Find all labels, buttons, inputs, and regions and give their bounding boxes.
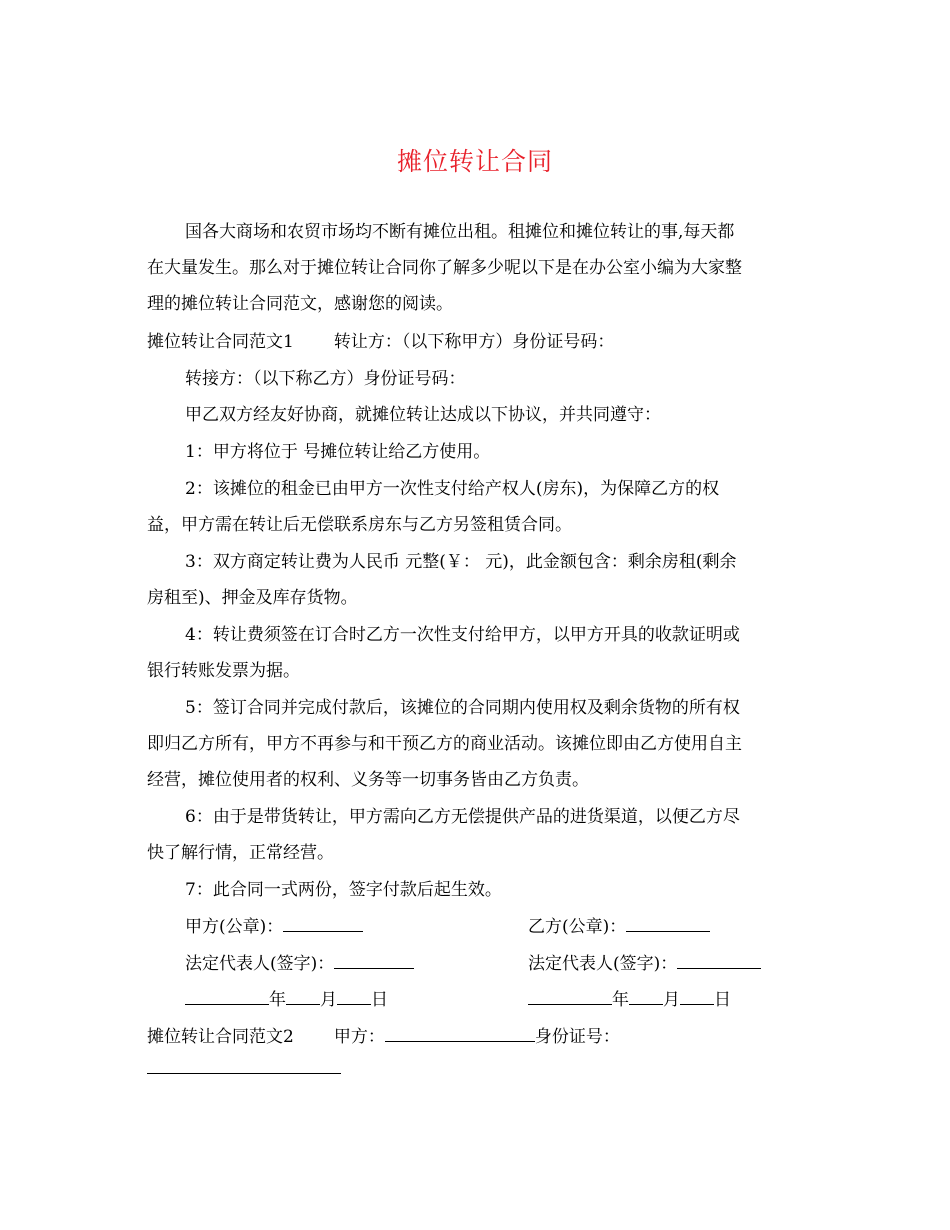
- date-row-b: [528, 988, 731, 1010]
- date-row-a: [185, 988, 388, 1010]
- party-b-seal-label: 乙方(公章)：: [528, 917, 627, 937]
- sample2-id-row: [147, 1057, 341, 1079]
- year-label-b: 年: [612, 990, 629, 1010]
- intro-line-1: 国各大商场和农贸市场均不断有摊位出租。租摊位和摊位转让的事,每天都: [185, 222, 735, 242]
- year-blank-a: [185, 988, 269, 1005]
- sample2-id-blank: [147, 1057, 341, 1074]
- clause-2-line-2: 益，甲方需在转让后无偿联系房东与乙方另签租赁合同。: [147, 515, 572, 535]
- day-label-a: 日: [371, 990, 388, 1010]
- month-blank-a: [286, 988, 320, 1005]
- sample2-heading: 摊位转让合同范文2: [147, 1027, 294, 1047]
- month-label-b: 月: [663, 990, 680, 1010]
- clause-1-line-1: 1：甲方将位于 号摊位转让给乙方使用。: [185, 442, 491, 462]
- clause-5-line-1: 5：签订合同并完成付款后，该摊位的合同期内使用权及剩余货物的所有权: [185, 698, 740, 718]
- month-label-a: 月: [320, 990, 337, 1010]
- party-b-seal-blank: [626, 915, 710, 932]
- year-label-a: 年: [269, 990, 286, 1010]
- rep-b-blank: [677, 952, 761, 969]
- day-blank-b: [680, 988, 714, 1005]
- transferee-line: 转接方：（以下称乙方）身份证号码：: [185, 369, 466, 389]
- intro-line-3: 理的摊位转让合同范文，感谢您的阅读。: [147, 294, 453, 314]
- sign-row-seal: [185, 915, 363, 937]
- clause-5-line-3: 经营，摊位使用者的权利、义务等一切事务皆由乙方负责。: [147, 770, 589, 790]
- sign-row-seal-b: [528, 915, 710, 937]
- document-title: 摊位转让合同: [396, 147, 553, 176]
- clause-7-line-1: 7：此合同一式两份，签字付款后起生效。: [185, 880, 502, 900]
- day-label-b: 日: [714, 990, 731, 1010]
- sample2-party-blank: [385, 1025, 535, 1042]
- month-blank-b: [629, 988, 663, 1005]
- rep-b-label: 法定代表人(签字)：: [528, 954, 678, 974]
- transferor-line: 转让方：（以下称甲方）身份证号码：: [333, 332, 615, 352]
- clause-2-line-1: 2：该摊位的租金已由甲方一次性支付给产权人(房东)，为保障乙方的权: [185, 479, 720, 499]
- sample1-heading-row: [147, 332, 614, 352]
- agreement-line: 甲乙双方经友好协商，就摊位转让达成以下协议，并共同遵守：: [185, 405, 661, 425]
- sample1-heading: 摊位转让合同范文1: [147, 332, 294, 352]
- clause-4-line-2: 银行转账发票为据。: [147, 661, 300, 681]
- intro-line-2: 在大量发生。那么对于摊位转让合同你了解多少呢以下是在办公室小编为大家整: [147, 258, 742, 278]
- clause-4-line-1: 4：转让费须签在订合时乙方一次性支付给甲方，以甲方开具的收款证明或: [185, 625, 740, 645]
- clause-3-line-2: 房租至)、押金及库存货物。: [147, 588, 358, 608]
- clause-6-line-2: 快了解行情，正常经营。: [147, 843, 334, 863]
- day-blank-a: [337, 988, 371, 1005]
- party-a-seal-blank: [283, 915, 363, 932]
- rep-a-label: 法定代表人(签字)：: [185, 954, 335, 974]
- clause-5-line-2: 即归乙方所有，甲方不再参与和干预乙方的商业活动。该摊位即由乙方使用自主: [147, 734, 742, 754]
- sign-row-rep-b: [528, 952, 761, 974]
- sign-row-rep: [185, 952, 414, 974]
- rep-a-blank: [334, 952, 414, 969]
- party-a-seal-label: 甲方(公章)：: [185, 917, 284, 937]
- sample2-id-label: 身份证号：: [534, 1027, 620, 1047]
- clause-6-line-1: 6：由于是带货转让，甲方需向乙方无偿提供产品的进货渠道，以便乙方尽: [185, 807, 740, 827]
- year-blank-b: [528, 988, 612, 1005]
- clause-3-line-1: 3：双方商定转让费为人民币 元整(￥： 元)，此金额包含：剩余房租(剩余: [185, 552, 737, 572]
- sample2-heading-row: [147, 1025, 620, 1047]
- sample2-party-label: 甲方：: [333, 1027, 385, 1047]
